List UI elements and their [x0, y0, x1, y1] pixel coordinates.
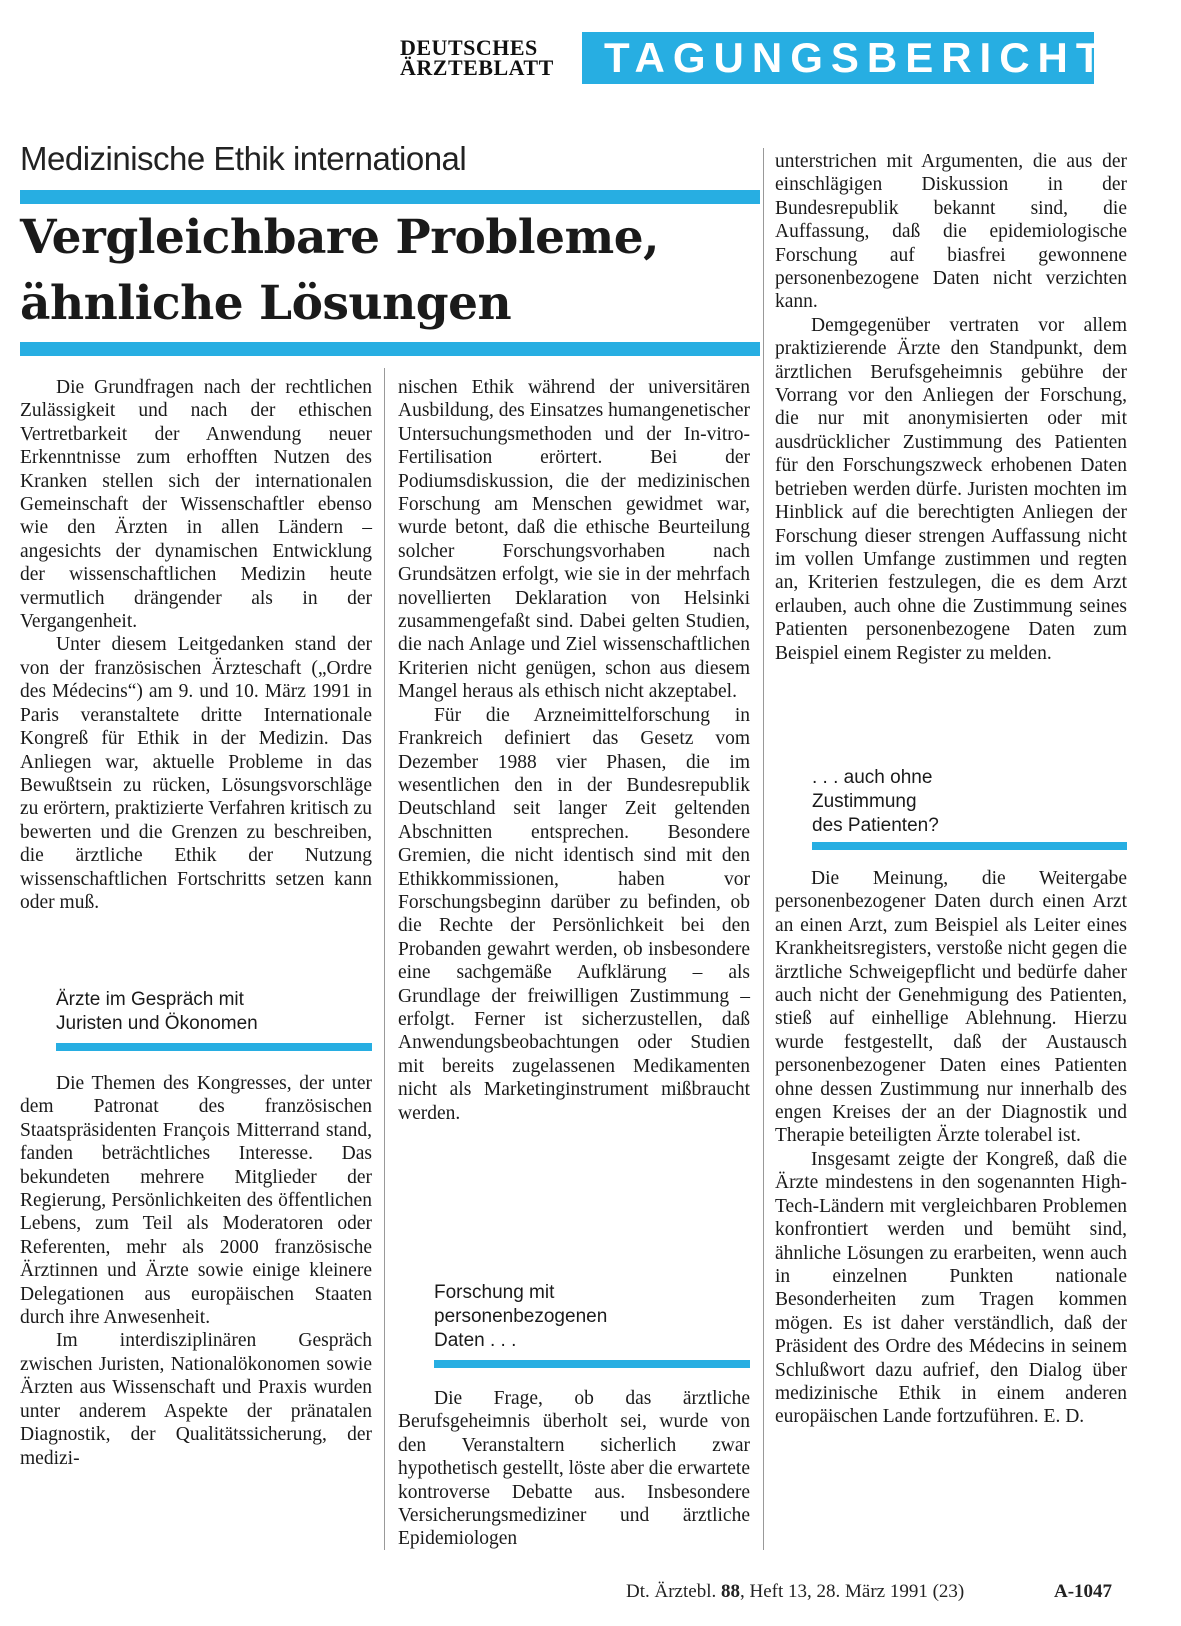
masthead-line2: ÄRZTEBLATT [400, 54, 554, 80]
column-3-bottom [775, 867, 1127, 1429]
paragraph: Die Frage, ob das ärztliche Berufsgeheimnis überholt sei, wurde von den Veranstaltern sicherlich zwar hypothetisch gestellt, löste aber die erwartete kontroverse Debatte aus. Insbesondere Versicherungsmediziner und ärztliche Epidemiologen [398, 1388, 750, 1550]
paragraph: Unter diesem Leitgedanken stand der von der französischen Ärzteschaft („Ordre des Médecins“) am 9. und 10. März 1991 in Paris veranstaltete dritte Internationale Kongreß für Ethik in der Medizin. Das Anliegen war, aktuelle Probleme in das Bewußtsein zu rücken, Lösungsvorschläge zu erörtern, praktizierte Verfahren kritisch zu bewerten und die Grenzen zu beschreiben, die ärztliche Ethik der Nutzung wissenschaftlichen Fortschritts setzen kann oder muß. [20, 634, 372, 913]
footer-issue: , Heft 13, 28. März 1991 (23) [739, 1581, 965, 1602]
subheading-line: . . . auch ohne [812, 767, 933, 788]
subheading [812, 766, 939, 838]
column-1-top [20, 376, 372, 914]
masthead-line1: DEUTSCHES [400, 35, 538, 60]
headline-line2: ähnliche Lösungen [20, 276, 512, 331]
subheading [434, 1281, 607, 1353]
masthead-logo [400, 35, 560, 80]
subheading-rule [56, 1043, 372, 1051]
subheading-line: Zustimmung [812, 791, 917, 812]
column-divider-1 [384, 368, 385, 1550]
subheading-line: Daten . . . [434, 1330, 517, 1351]
rule-under-headline [20, 342, 760, 356]
headline [20, 205, 760, 337]
paragraph: Die Grundfragen nach der rechtlichen Zulässigkeit und nach der ethischen Vertretbarkeit der Anwendung neuer Erkenntnisse zum erhofften Nutzen des Kranken stellen sich der internationalen Gemeinschaft der Wissenschaftler ebenso wie den Ärzten in allen Ländern – angesichts der dynamischen Entwicklung der wissenschaftlichen Medizin heute vermutlich drängender als in der Vergangenheit. [20, 377, 372, 633]
subheading-rule [434, 1360, 750, 1368]
paragraph: nischen Ethik während der universitären Ausbildung, des Einsatzes humangenetischer Untersuchungsmethoden und der In-vitro-Fertilisation erörtert. Bei der Podiumsdiskussion, die der medizinischen Forschung am Menschen gewidmet war, wurde betont, daß die ethische Beurteilung solcher Forschungsvorhaben nach Grundsätzen erfolgt, wie sie in der mehrfach novellierten Deklaration von Helsinki zusammengefaßt sind. Dabei gelten Studien, die nach Anlage und Ziel wissenschaftlichen Kriterien nicht genügen, schon aus diesem Mangel heraus als ethisch nicht akzeptabel. [398, 377, 750, 703]
subheading-rule [812, 842, 1127, 850]
subheading [56, 988, 258, 1036]
paragraph: Die Themen des Kongresses, der unter dem Patronat des französischen Staatspräsidenten François Mitterrand stand, fanden beträchtliches Interesse. Das bekundeten mehrere Mitglieder der Regierung, Persönlichkeiten des öffentlichen Lebens, zum Teil als Moderatoren oder Referenten, mehr als 2000 französische Ärztinnen und Ärzte sowie einige kleinere Delegationen aus europäischen Staaten durch ihre Anwesenheit. [20, 1073, 372, 1329]
subheading-line: personenbezogenen [434, 1306, 608, 1327]
kicker: Medizinische Ethik international [20, 140, 467, 177]
footer-citation [626, 1581, 964, 1603]
subheading-line: Juristen und Ökonomen [56, 1013, 258, 1034]
footer-volume: 88 [720, 1581, 740, 1602]
column-2-bottom [398, 1387, 750, 1551]
headline-line1: Vergleichbare Probleme, [20, 210, 659, 265]
subheading-line: Forschung mit [434, 1282, 555, 1303]
paragraph: Im interdisziplinären Gespräch zwischen Juristen, Nationalökonomen sowie Ärzten aus Wissenschaft und Praxis wurden unter anderem Aspekte der pränatalen Diagnostik, der Qualitätssicherung, der medizi- [20, 1330, 372, 1469]
column-2-top [398, 376, 750, 1125]
column-3-top [775, 150, 1127, 665]
subheading-line: Ärzte im Gespräch mit [56, 989, 244, 1010]
section-tag: TAGUNGSBERICHT [582, 32, 1094, 84]
paragraph: Die Meinung, die Weitergabe personenbezogener Daten durch einen Arzt an einen Arzt, zum Beispiel als Leiter eines Krankheitsregisters, verstoße nicht gegen die ärztliche Schweigepflicht und bedürfe daher auch nicht der Genehmigung des Patienten, stieß auf einhellige Ablehnung. Hierzu wurde festgestellt, daß der Austausch personenbezogener Daten eines Patienten ohne dessen Zustimmung nur innerhalb des engen Kreises der an der Diagnostik und Therapie beteiligten Ärzte tolerabel ist. [775, 868, 1127, 1147]
subheading-line: des Patienten? [812, 815, 939, 836]
column-1-bottom [20, 1072, 372, 1470]
column-divider-2 [763, 148, 764, 1550]
paragraph: Für die Arzneimittelforschung in Frankreich definiert das Gesetz vom Dezember 1988 vier Phasen, die im wesentlichen den in der Bundesrepublik Deutschland seit langer Zeit geltenden Abschnitten entsprechen. Besondere Gremien, die nicht identisch sind mit den Ethikkommissionen, haben vor Forschungsbeginn darüber zu befinden, ob die Rechte der Persönlichkeit bei den Probanden gewahrt werden, ob insbesondere eine sachgemäße Aufklärung – als Grundlage der freiwilligen Zustimmung – erfolgt. Ferner ist sicherzustellen, daß Anwendungsbeobachtungen oder Studien mit bereits zugelassenen Medikamenten nicht als Marketinginstrument mißbraucht werden. [398, 704, 750, 1124]
footer-source: Dt. Ärztebl. [626, 1581, 717, 1602]
page-number: A-1047 [1054, 1581, 1113, 1602]
paragraph: Demgegenüber vertraten vor allem praktizierende Ärzte den Standpunkt, dem ärztlichen Berufsgeheimnis gebühre der Vorrang vor den Anliegen der Forschung, die nur mit anonymisierten oder mit ausdrücklicher Zustimmung des Patienten für den Forschungszweck erhobenen Daten betrieben werden dürfe. Juristen mochten im Hinblick auf die berechtigten Anliegen der Forschung dieser strengen Auffassung nicht im vollen Umfange zustimmen und regten an, Kriterien festzulegen, die es dem Arzt erlauben, auch ohne die Zustimmung seines Patienten personenbezogene Daten zum Beispiel einem Register zu melden. [775, 314, 1127, 664]
paragraph: Insgesamt zeigte der Kongreß, daß die Ärzte mindestens in den sogenannten High-Tech-Ländern mit vergleichbaren Problemen konfrontiert werden und bemüht sind, ähnliche Lösungen zu erarbeiten, wenn auch in einzelnen Punkten nationale Besonderheiten zum Tragen kommen mögen. Es ist daher verständlich, daß der Präsident des Ordre des Médecins in seinem Schlußwort dazu aufrief, den Dialog über medizinische Ethik in einem anderen europäischen Lande fortzuführen. E. D. [775, 1148, 1127, 1428]
paragraph: unterstrichen mit Argumenten, die aus der einschlägigen Diskussion in der Bundesrepublik bekannt sind, die Auffassung, daß die epidemiologische Forschung auf biasfrei gewonnene personenbezogene Daten nicht verzichten kann. [775, 151, 1127, 313]
rule-under-kicker [20, 190, 760, 204]
